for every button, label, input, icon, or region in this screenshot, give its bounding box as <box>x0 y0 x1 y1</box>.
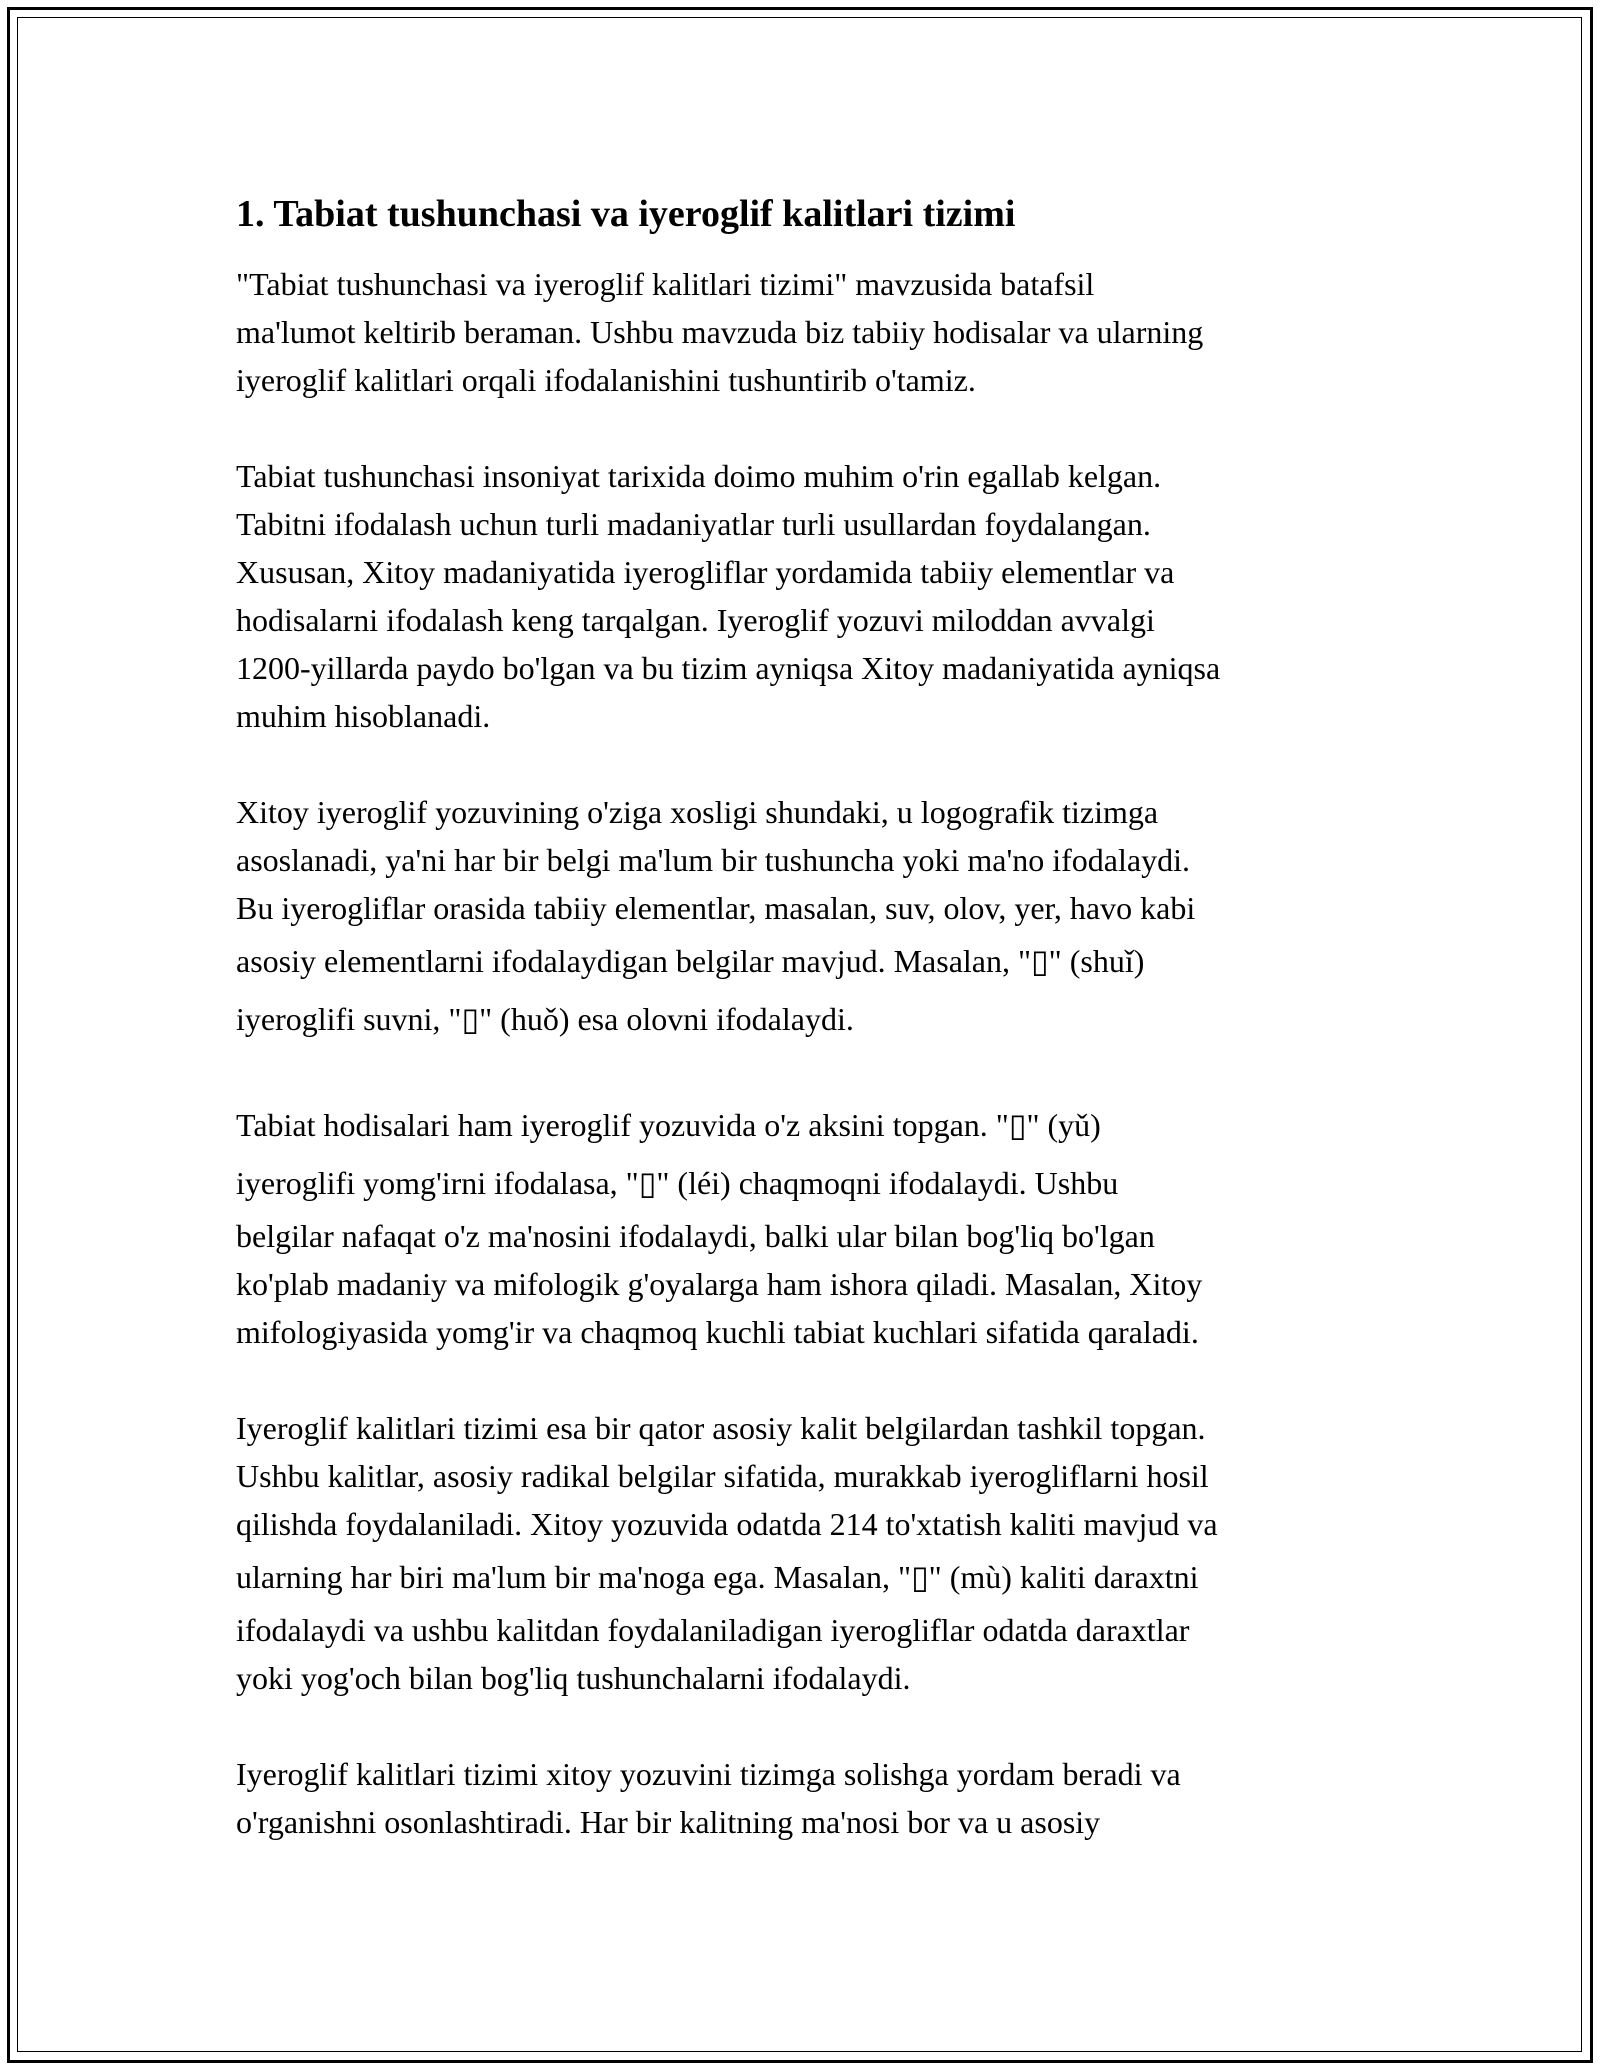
paragraph <box>236 1404 1366 1702</box>
text-line: Tabitni ifodalash uchun turli madaniyatlar turli usullardan foydalangan. <box>236 506 1151 542</box>
document-body <box>236 188 1366 1894</box>
text-line: 1200-yillarda paydo bo'lgan va bu tizim ayniqsa Xitoy madaniyatida ayniqsa <box>236 650 1221 686</box>
text-line: Iyeroglif kalitlari tizimi xitoy yozuvini tizimga solishga yordam beradi va <box>236 1756 1181 1792</box>
text-line: Ushbu kalitlar, asosiy radikal belgilar sifatida, murakkab iyerogliflarni hosil <box>236 1458 1209 1494</box>
text-line: Bu iyerogliflar orasida tabiiy elementlar, masalan, suv, olov, yer, havo kabi <box>236 890 1196 926</box>
text-line: "Tabiat tushunchasi va iyeroglif kalitlari tizimi" mavzusida batafsil <box>236 266 1095 302</box>
text-line: muhim hisoblanadi. <box>236 698 491 734</box>
text-line: ularning har biri ma'lum bir ma'noga ega. Masalan, "▯" (mù) kaliti daraxtni <box>236 1559 1199 1595</box>
text-line: Iyeroglif kalitlari tizimi esa bir qator asosiy kalit belgilardan tashkil topgan. <box>236 1410 1206 1446</box>
text-line: iyeroglifi suvni, "▯" (huǒ) esa olovni ifodalaydi. <box>236 1001 854 1037</box>
text-line: asosiy elementlarni ifodalaydigan belgilar mavjud. Masalan, "▯" (shuǐ) <box>236 943 1145 979</box>
text-line: belgilar nafaqat o'z ma'nosini ifodalaydi, balki ular bilan bog'liq bo'lgan <box>236 1218 1155 1254</box>
text-line: iyeroglif kalitlari orqali ifodalanishini tushuntirib o'tamiz. <box>236 362 976 398</box>
text-line: yoki yog'och bilan bog'liq tushunchalarni ifodalaydi. <box>236 1660 911 1696</box>
paragraph <box>236 260 1366 404</box>
text-line: Xususan, Xitoy madaniyatida iyerogliflar yordamida tabiiy elementlar va <box>236 554 1175 590</box>
paragraph <box>236 788 1366 1048</box>
text-line: Xitoy iyeroglif yozuvining o'ziga xosligi shundaki, u logografik tizimga <box>236 794 1159 830</box>
text-line: hodisalarni ifodalash keng tarqalgan. Iyeroglif yozuvi miloddan avvalgi <box>236 602 1155 638</box>
text-line: mifologiyasida yomg'ir va chaqmoq kuchli tabiat kuchlari sifatida qaraladi. <box>236 1314 1199 1350</box>
text-line: iyeroglifi yomg'irni ifodalasa, "▯" (léi) chaqmoqni ifodalaydi. Ushbu <box>236 1165 1119 1201</box>
text-line: o'rganishni osonlashtiradi. Har bir kalitning ma'nosi bor va u asosiy <box>236 1804 1101 1840</box>
text-line: ma'lumot keltirib beraman. Ushbu mavzuda biz tabiiy hodisalar va ularning <box>236 314 1204 350</box>
section-heading: 1. Tabiat tushunchasi va iyeroglif kalitlari tizimi <box>236 193 1016 235</box>
paragraph <box>236 1096 1366 1356</box>
text-line: ifodalaydi va ushbu kalitdan foydalaniladigan iyerogliflar odatda daraxtlar <box>236 1612 1190 1648</box>
text-line: asoslanadi, ya'ni har bir belgi ma'lum bir tushuncha yoki ma'no ifodalaydi. <box>236 842 1190 878</box>
text-line: Tabiat hodisalari ham iyeroglif yozuvida o'z aksini topgan. "▯" (yǔ) <box>236 1107 1101 1143</box>
text-line: ko'plab madaniy va mifologik g'oyalarga ham ishora qiladi. Masalan, Xitoy <box>236 1266 1203 1302</box>
text-line: qilishda foydalaniladi. Xitoy yozuvida odatda 214 to'xtatish kaliti mavjud va <box>236 1506 1218 1542</box>
paragraph <box>236 452 1366 740</box>
paragraph <box>236 1750 1366 1846</box>
text-line: Tabiat tushunchasi insoniyat tarixida doimo muhim o'rin egallab kelgan. <box>236 458 1162 494</box>
